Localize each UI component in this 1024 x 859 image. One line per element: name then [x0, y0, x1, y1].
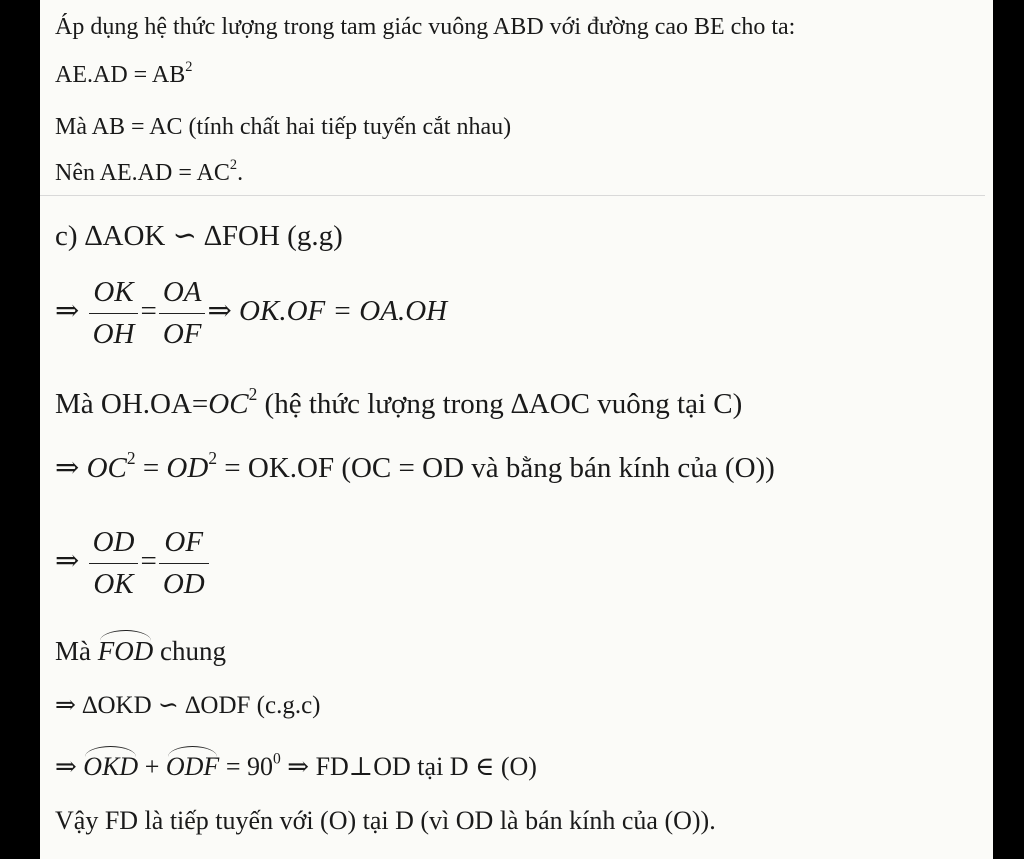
- text-line-5: [55, 218, 343, 253]
- fraction-numerator: OD: [89, 526, 139, 564]
- plus-sign: +: [138, 752, 166, 781]
- line-11-text: ⇒ ∆OKD ∽ ∆ODF (c.g.c): [55, 692, 321, 719]
- angle-okd: OKD: [83, 752, 139, 781]
- angle-odf: ODF: [165, 752, 220, 781]
- fraction-ok-oh: [89, 276, 139, 351]
- fraction-denominator: OF: [162, 318, 202, 350]
- line-10-rest: chung: [153, 636, 226, 666]
- fraction-denominator: OD: [162, 568, 205, 600]
- fraction-of-od: [159, 526, 209, 601]
- text-line-12: [55, 752, 537, 782]
- line-7-exponent: 2: [248, 383, 258, 404]
- line-6-result: ⇒ OK.OF = OA.OH: [207, 295, 448, 328]
- line-10-text: Mà: [55, 636, 98, 666]
- text-line-11: [55, 690, 321, 720]
- degree-exponent: 0: [272, 750, 281, 768]
- fraction-od-ok: [89, 526, 139, 601]
- equals-sign: =: [135, 452, 167, 484]
- line-2-text: AE.AD = AB: [55, 62, 186, 88]
- text-line-3: [55, 114, 511, 141]
- implies-symbol: ⇒: [55, 752, 84, 781]
- line-5-text: c) ∆AOK ∽ ∆FOH (g.g): [55, 220, 343, 252]
- line-4-period: .: [237, 160, 244, 186]
- text-line-2: [55, 59, 193, 89]
- fraction-oa-of: [159, 276, 206, 351]
- text-line-1: [55, 14, 795, 41]
- text-line-4: [55, 157, 244, 187]
- text-line-6: [55, 276, 447, 351]
- text-line-7: [55, 383, 743, 421]
- text-line-9: [55, 526, 211, 601]
- document-page: [40, 0, 993, 859]
- equals-sign: =: [140, 295, 157, 328]
- line-8-rest: = OK.OF (OC = OD và bằng bán kính của (O)): [217, 452, 775, 484]
- fraction-denominator: OH: [92, 318, 135, 350]
- angle-fod: FOD: [97, 636, 154, 666]
- section-divider: [40, 195, 985, 196]
- implies-symbol: ⇒: [55, 452, 87, 484]
- text-line-13: [55, 806, 716, 836]
- equals-sign: =: [140, 545, 157, 578]
- line-4-exponent: 2: [229, 157, 238, 174]
- line-12-rest: ⇒ FD⊥OD tại D ∈ (O): [280, 752, 537, 781]
- implies-symbol: ⇒: [55, 545, 80, 578]
- line-3-text: Mà AB = AC (tính chất hai tiếp tuyến cắt nhau): [55, 114, 512, 140]
- text-line-8: [55, 447, 775, 485]
- line-4-text: Nên AE.AD = AC: [55, 160, 230, 186]
- line-12-equals: = 90: [219, 752, 273, 781]
- line-1-text: Áp dụng hệ thức lượng trong tam giác vuông ABD với đường cao BE cho ta:: [55, 14, 796, 40]
- line-13-text: Vậy FD là tiếp tuyến với (O) tại D (vì OD là bán kính của (O)).: [55, 806, 716, 835]
- line-7-text: Mà OH.OA=: [55, 388, 209, 420]
- text-line-10: [55, 636, 226, 667]
- line-8-exponent-2: 2: [208, 447, 218, 468]
- line-7-oc: OC: [208, 388, 249, 420]
- line-8-exponent: 2: [126, 447, 136, 468]
- fraction-numerator: OF: [159, 526, 209, 564]
- fraction-denominator: OK: [93, 568, 134, 600]
- fraction-numerator: OK: [89, 276, 139, 314]
- implies-symbol: ⇒: [55, 295, 80, 328]
- fraction-numerator: OA: [159, 276, 206, 314]
- line-8-od: OD: [166, 452, 209, 484]
- line-7-rest: (hệ thức lượng trong ∆AOC vuông tại C): [257, 388, 743, 420]
- line-8-oc: OC: [86, 452, 127, 484]
- line-2-exponent: 2: [185, 59, 193, 76]
